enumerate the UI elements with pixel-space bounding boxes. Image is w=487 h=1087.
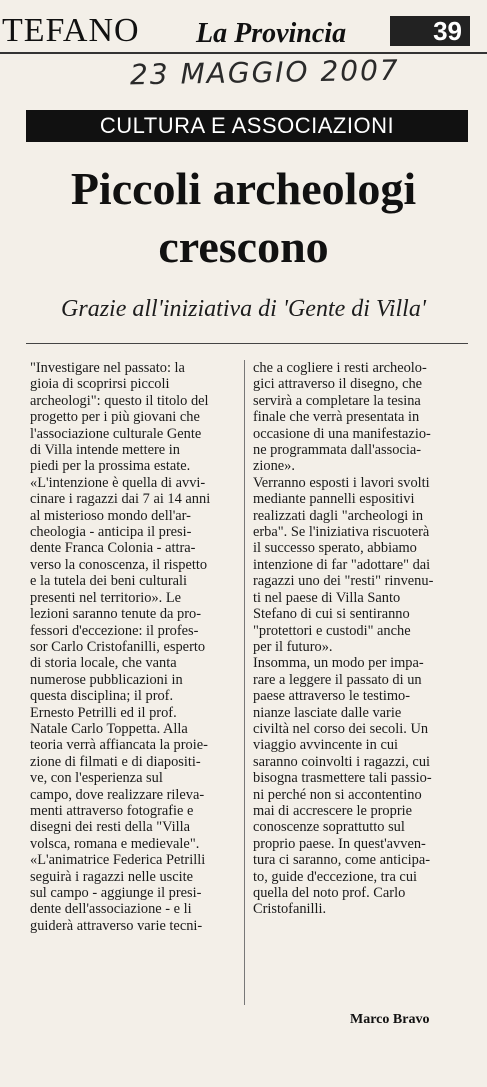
- article-line: questa disciplina; il prof.: [30, 688, 174, 705]
- article-line: nianze lasciate dalle varie: [253, 704, 402, 721]
- article-line: cheologia - anticipa il presi-: [30, 524, 192, 541]
- article-line: «L'animatrice Federica Petrilli: [30, 852, 206, 869]
- headline-line-2: crescono: [158, 221, 329, 272]
- article-line: Insomma, un modo per impa-: [253, 655, 424, 672]
- article-line: erba". Se l'iniziativa riscuoterà: [253, 524, 430, 541]
- article-line: Stefano di cui si sentiranno: [253, 606, 410, 623]
- article-line: Ernesto Petrilli ed il prof.: [30, 704, 177, 721]
- article-line: campo, dove realizzare rileva-: [30, 786, 205, 803]
- article-line: mai di accrescere le proprie: [253, 802, 412, 819]
- article-line: di storia locale, che vanta: [30, 655, 177, 672]
- article-line: e la tutela dei beni culturali: [30, 573, 188, 590]
- headline-line-1: Piccoli archeologi: [70, 163, 417, 214]
- article-line: ve, con l'esperienza sul: [30, 770, 163, 787]
- article-line: presenti nel territorio». Le: [30, 589, 182, 606]
- article-line: cinare i ragazzi dai 7 ai 14 anni: [30, 491, 211, 508]
- article-line: servirà a completare la tesina: [253, 392, 421, 409]
- article-line: rare a leggere il passato di un: [253, 671, 422, 688]
- article-line: di Villa intende mettere in: [30, 442, 180, 459]
- article-line: conoscenze soprattutto sul: [253, 819, 405, 836]
- article-line: bisogna trasmettere tali passio-: [253, 770, 432, 787]
- article-line: al misterioso mondo dell'ar-: [30, 507, 191, 524]
- column-divider: [244, 360, 245, 1005]
- article-line: «L'intenzione è quella di avvi-: [30, 474, 206, 491]
- article-line: ti nel paese di Villa Santo: [253, 589, 401, 606]
- article-line: ragazzi uno dei "resti" rinvenu-: [253, 573, 434, 590]
- article-line: "Investigare nel passato: la: [30, 360, 185, 376]
- article-column-left: [30, 360, 236, 934]
- article-line: "protettori e custodi" anche: [253, 622, 411, 639]
- article-line: zione».: [253, 458, 295, 475]
- article-line: intenzione di far "adottare" dai: [253, 556, 431, 573]
- page-number: 39: [390, 16, 470, 46]
- article-line: guiderà attraverso varie tecni-: [30, 917, 203, 934]
- article-line: menti attraverso fotografie e: [30, 802, 194, 819]
- article-line: gioia di scoprirsi piccoli: [30, 376, 170, 393]
- article-line: teoria verrà affiancata la proie-: [30, 737, 208, 754]
- article-line: per il futuro».: [253, 638, 333, 655]
- article-column-right: [253, 360, 463, 918]
- article-line: dente dell'associazione - e li: [30, 901, 192, 918]
- handwritten-date: 23 MAGGIO 2007: [129, 53, 400, 92]
- article-line: ni perché non si accontentino: [253, 786, 422, 803]
- article-line: l'associazione culturale Gente: [30, 425, 202, 442]
- article-line: Verranno esposti i lavori svolti: [253, 474, 430, 491]
- masthead-divider: [0, 52, 487, 54]
- section-banner: CULTURA E ASSOCIAZIONI: [26, 110, 468, 142]
- headline: [20, 160, 467, 276]
- article-line: proprio paese. In quest'avven-: [253, 835, 426, 852]
- article-line: sul campo - aggiunge il presi-: [30, 885, 202, 901]
- newspaper-logo: La Provincia: [196, 18, 347, 49]
- article-line: to, guide d'eccezione, tra cui: [253, 868, 418, 885]
- article-line: Natale Carlo Toppetta. Alla: [30, 720, 188, 737]
- byline: Marco Bravo: [350, 1012, 430, 1027]
- subheadline: Grazie all'iniziativa di 'Gente di Villa': [61, 296, 426, 322]
- article-line: verso la conoscenza, il rispetto: [30, 556, 208, 573]
- masthead: [0, 6, 487, 52]
- article-line: sor Carlo Cristofanilli, esperto: [30, 638, 206, 655]
- article-line: civiltà nel corso dei secoli. Un: [253, 720, 429, 737]
- article-line: finale che verrà presentata in: [253, 409, 420, 426]
- article-line: dente Franca Colonia - attra-: [30, 540, 196, 557]
- article-line: mediante pannelli espositivi: [253, 491, 415, 508]
- article-line: fessori d'eccezione: il profes-: [30, 622, 199, 639]
- article-line: paese attraverso le testimo-: [253, 688, 411, 705]
- article-line: zione di filmati e di diapositi-: [30, 753, 201, 770]
- article-line: saranno coinvolti i ragazzi, cui: [253, 753, 431, 770]
- article-line: quella del noto prof. Carlo: [253, 885, 406, 901]
- article-line: occasione di una manifestazio-: [253, 425, 431, 442]
- article-line: seguirà i ragazzi nelle uscite: [30, 868, 194, 885]
- article-line: numerose pubblicazioni in: [30, 671, 183, 688]
- article-line: lezioni saranno tenute da pro-: [30, 606, 202, 623]
- article-line: archeologi": questo il titolo del: [30, 392, 209, 409]
- article-line: disegni dei resti della "Villa: [30, 819, 191, 836]
- article-line: che a cogliere i resti archeolo-: [253, 360, 427, 376]
- article-line: progetto per i più giovani che: [30, 409, 200, 426]
- article-line: ne programmata dall'associa-: [253, 442, 422, 459]
- article-line: volsca, romana e medievale".: [30, 835, 200, 852]
- article-line: piedi per la prossima estate.: [30, 458, 191, 475]
- article-line: il successo sperato, abbiamo: [253, 540, 417, 557]
- article-line: gici attraverso il disegno, che: [253, 376, 423, 393]
- article-line: Cristofanilli.: [253, 901, 327, 918]
- header-rule: [26, 343, 468, 344]
- masthead-left-text: TEFANO: [2, 12, 140, 49]
- article-line: tura ci saranno, come anticipa-: [253, 852, 431, 869]
- article-line: viaggio avvincente in cui: [253, 737, 399, 754]
- article-line: realizzati dagli "archeologi in: [253, 507, 424, 524]
